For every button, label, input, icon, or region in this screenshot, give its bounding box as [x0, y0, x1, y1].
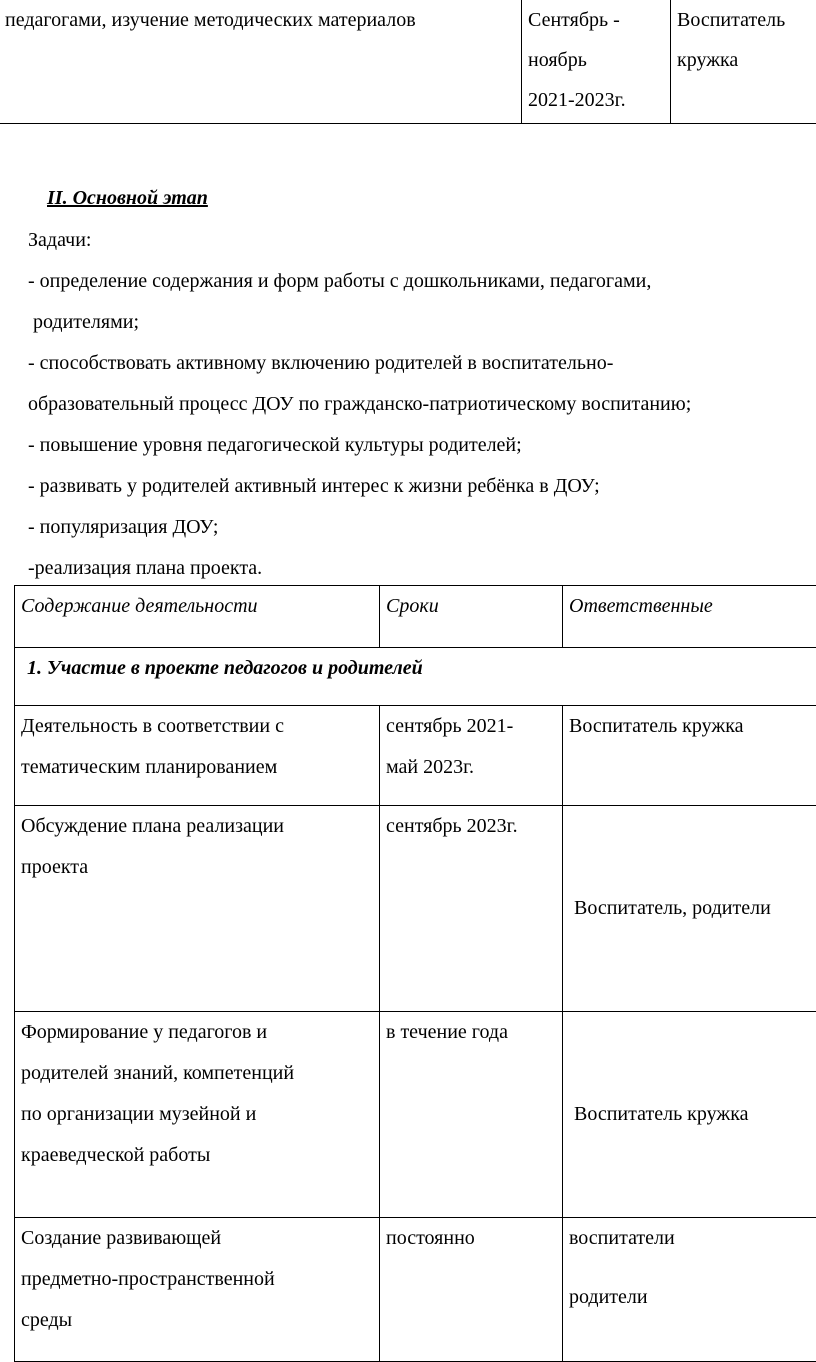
content-line: по организации музейной и: [21, 1094, 373, 1135]
section-title: 1. Участие в проекте педагогов и родителей: [15, 648, 816, 706]
period-line: сентябрь 2021-: [386, 706, 556, 747]
task-item: образовательный процесс ДОУ по гражданско-патриотическому воспитанию;: [28, 384, 816, 425]
content-cell: [0, 0, 522, 124]
responsible-cell: [563, 706, 816, 806]
responsible-spacer: [569, 1259, 816, 1277]
task-item: - повышение уровня педагогической культуры родителей;: [28, 425, 816, 466]
content-line: Формирование у педагогов и: [21, 1012, 373, 1053]
stage-title: II. Основной этап: [47, 178, 208, 218]
tasks-label: Задачи:: [28, 220, 816, 261]
table-header-row: [15, 586, 816, 648]
responsible-line: Воспитатель кружка: [569, 1094, 816, 1135]
responsible-line: кружка: [677, 40, 816, 80]
period-cell: [380, 1218, 563, 1362]
table-row: [0, 0, 816, 124]
responsible-cell: [671, 0, 816, 124]
period-line: 2021-2023г.: [528, 80, 664, 120]
section-row: [15, 648, 816, 706]
period-line: май 2023г.: [386, 747, 556, 788]
period-line: в течение года: [386, 1012, 556, 1053]
table-row: [15, 1012, 816, 1218]
content-line: Создание развивающей: [21, 1218, 373, 1259]
task-item: -реализация плана проекта.: [28, 548, 816, 589]
period-line: ноябрь: [528, 40, 664, 80]
table-row: [15, 706, 816, 806]
responsible-cell: [563, 806, 816, 1012]
header-period: Сроки: [380, 586, 563, 648]
content-line: предметно-пространственной: [21, 1259, 373, 1300]
responsible-cell: [563, 1012, 816, 1218]
table-row: [15, 806, 816, 1012]
content-cell: [15, 806, 380, 1012]
responsible-line: Воспитатель: [677, 0, 816, 40]
content-line: тематическим планированием: [21, 747, 373, 788]
content-line: среды: [21, 1300, 373, 1341]
task-item: - определение содержания и форм работы с дошкольниками, педагогами,: [28, 261, 816, 302]
period-cell: [380, 806, 563, 1012]
content-text: педагогами, изучение методических материалов: [5, 0, 515, 40]
top-table: [0, 0, 816, 124]
period-cell: [380, 706, 563, 806]
period-line: постоянно: [386, 1218, 556, 1259]
period-line: Сентябрь -: [528, 0, 664, 40]
responsible-line: Воспитатель кружка: [569, 706, 816, 747]
content-line: Обсуждение плана реализации: [21, 806, 373, 847]
period-cell: [380, 1012, 563, 1218]
content-line: родителей знаний, компетенций: [21, 1053, 373, 1094]
responsible-line: родители: [569, 1277, 816, 1318]
table-row: [15, 1218, 816, 1362]
period-line: сентябрь 2023г.: [386, 806, 556, 847]
task-item: - способствовать активному включению родителей в воспитательно-: [28, 343, 816, 384]
activity-table: [14, 585, 816, 1362]
header-responsible: Ответственные: [563, 586, 816, 648]
task-item: - развивать у родителей активный интерес к жизни ребёнка в ДОУ;: [28, 466, 816, 507]
tasks-block: [28, 220, 816, 589]
content-cell: [15, 1218, 380, 1362]
responsible-line: воспитатели: [569, 1218, 816, 1259]
content-line: Деятельность в соответствии с: [21, 706, 373, 747]
content-cell: [15, 1012, 380, 1218]
responsible-line: Воспитатель, родители: [569, 888, 816, 929]
header-content: Содержание деятельности: [15, 586, 380, 648]
content-cell: [15, 706, 380, 806]
task-item: родителями;: [28, 302, 816, 343]
responsible-cell: [563, 1218, 816, 1362]
period-cell: [522, 0, 671, 124]
content-line: краеведческой работы: [21, 1135, 373, 1176]
content-line: проекта: [21, 847, 373, 888]
task-item: - популяризация ДОУ;: [28, 507, 816, 548]
